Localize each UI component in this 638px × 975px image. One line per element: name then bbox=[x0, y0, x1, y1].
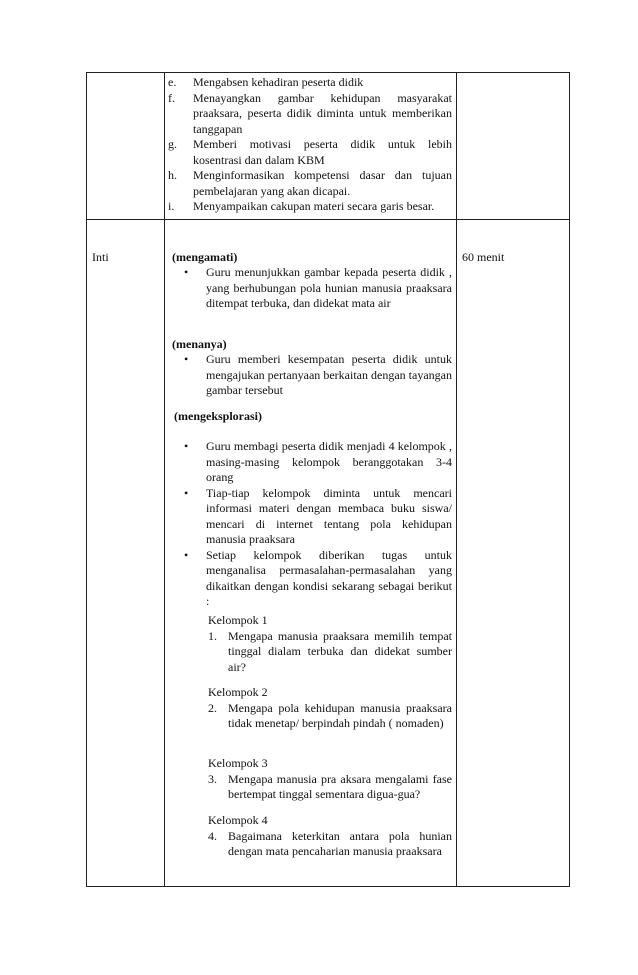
question-number: 3. bbox=[208, 771, 217, 786]
item-marker: f. bbox=[168, 90, 175, 105]
table-bottom-border bbox=[86, 886, 570, 887]
table-top-border bbox=[86, 72, 570, 73]
question-number: 1. bbox=[208, 628, 217, 643]
bullet-list-menanya bbox=[172, 352, 452, 399]
list-item bbox=[168, 91, 452, 138]
question-text: Mengapa manusia pra aksara mengalami fase bertempat tinggal sementara digua-gua? bbox=[228, 771, 452, 801]
bullet-icon: • bbox=[184, 439, 189, 453]
question-text: Mengapa pola kehidupan manusia praaksara tidak menetap/ berpindah pindah ( nomaden) bbox=[228, 700, 452, 730]
item-text: Menginformasikan kompetensi dasar dan tujuan pembelajaran yang akan dicapai. bbox=[193, 168, 452, 198]
bullet-list-mengeksplorasi bbox=[172, 439, 452, 610]
bullet-list-mengamati bbox=[172, 265, 452, 312]
list-item bbox=[172, 352, 452, 399]
group-question bbox=[208, 772, 452, 803]
list-item bbox=[168, 137, 452, 168]
bullet-icon: • bbox=[184, 547, 189, 562]
group-block-2 bbox=[208, 685, 452, 732]
row-divider bbox=[86, 219, 570, 220]
group-block-4 bbox=[208, 813, 452, 860]
list-item bbox=[168, 199, 452, 215]
item-text: Menyampaikan cakupan materi secara garis besar. bbox=[193, 199, 435, 213]
column-divider-2 bbox=[456, 72, 457, 887]
question-text: Bagaimana keterkitan antara pola hunian dengan mata pencaharian manusia praaksara bbox=[228, 828, 452, 858]
list-item bbox=[172, 265, 452, 312]
group-question bbox=[208, 829, 452, 860]
stage-label: Inti bbox=[92, 250, 109, 264]
question-number: 2. bbox=[208, 700, 217, 715]
item-text: Memberi motivasi peserta didik untuk lebih kosentrasi dan dalam KBM bbox=[193, 137, 452, 167]
bullet-icon: • bbox=[184, 352, 189, 366]
question-text: Mengapa manusia praaksara memilih tempat tinggal dialam terbuka dan didekat sumber air? bbox=[228, 628, 452, 674]
item-text: Mengabsen kehadiran peserta didik bbox=[193, 75, 364, 89]
group-title: Kelompok 3 bbox=[208, 756, 268, 770]
group-title: Kelompok 1 bbox=[208, 613, 268, 627]
opening-activities-list bbox=[168, 75, 452, 215]
group-question bbox=[208, 701, 452, 732]
group-block-1 bbox=[208, 613, 452, 675]
section-heading-menanya: (menanya) bbox=[172, 337, 227, 351]
group-title: Kelompok 2 bbox=[208, 685, 268, 699]
item-text: Guru membagi peserta didik menjadi 4 kelompok , masing-masing kelompok beranggotakan 3-4 orang bbox=[206, 439, 452, 484]
item-marker: h. bbox=[168, 168, 177, 182]
section-heading-mengamati: (mengamati) bbox=[172, 250, 238, 264]
section-heading-mengeksplorasi: (mengeksplorasi) bbox=[174, 409, 262, 423]
bullet-icon: • bbox=[184, 485, 189, 500]
item-text: Menayangkan gambar kehidupan masyarakat praaksara, peserta didik diminta untuk memberikan tanggapan bbox=[193, 90, 452, 136]
item-marker: i. bbox=[168, 199, 175, 213]
group-question bbox=[208, 629, 452, 676]
item-text: Guru menunjukkan gambar kepada peserta didik , yang berhubungan pola hunian manusia praaksara ditempat terbuka, dan didekat mata air bbox=[206, 265, 452, 310]
time-allocation: 60 menit bbox=[462, 250, 505, 264]
question-number: 4. bbox=[208, 828, 217, 843]
list-item bbox=[172, 548, 452, 610]
item-text: Tiap-tiap kelompok diminta untuk mencari informasi materi dengan membaca buku siswa/ mencari di internet tentang pola kehidupan manusia praaksara bbox=[206, 485, 452, 546]
item-marker: e. bbox=[168, 75, 177, 89]
list-item bbox=[172, 439, 452, 486]
item-marker: g. bbox=[168, 137, 177, 151]
group-block-3 bbox=[208, 756, 452, 803]
table-left-border bbox=[86, 72, 87, 887]
column-divider-1 bbox=[164, 72, 165, 887]
item-text: Setiap kelompok diberikan tugas untuk menganalisa permasalahan-permasalahan yang dikaitkan dengan kondisi sekarang sebagai berikut : bbox=[206, 547, 452, 608]
list-item bbox=[172, 486, 452, 548]
table-right-border bbox=[569, 72, 570, 887]
item-text: Guru memberi kesempatan peserta didik untuk mengajukan pertanyaan berkaitan dengan tayangan gambar tersebut bbox=[206, 352, 452, 397]
group-title: Kelompok 4 bbox=[208, 813, 268, 827]
list-item bbox=[168, 168, 452, 199]
bullet-icon: • bbox=[184, 265, 189, 279]
list-item bbox=[168, 75, 452, 91]
